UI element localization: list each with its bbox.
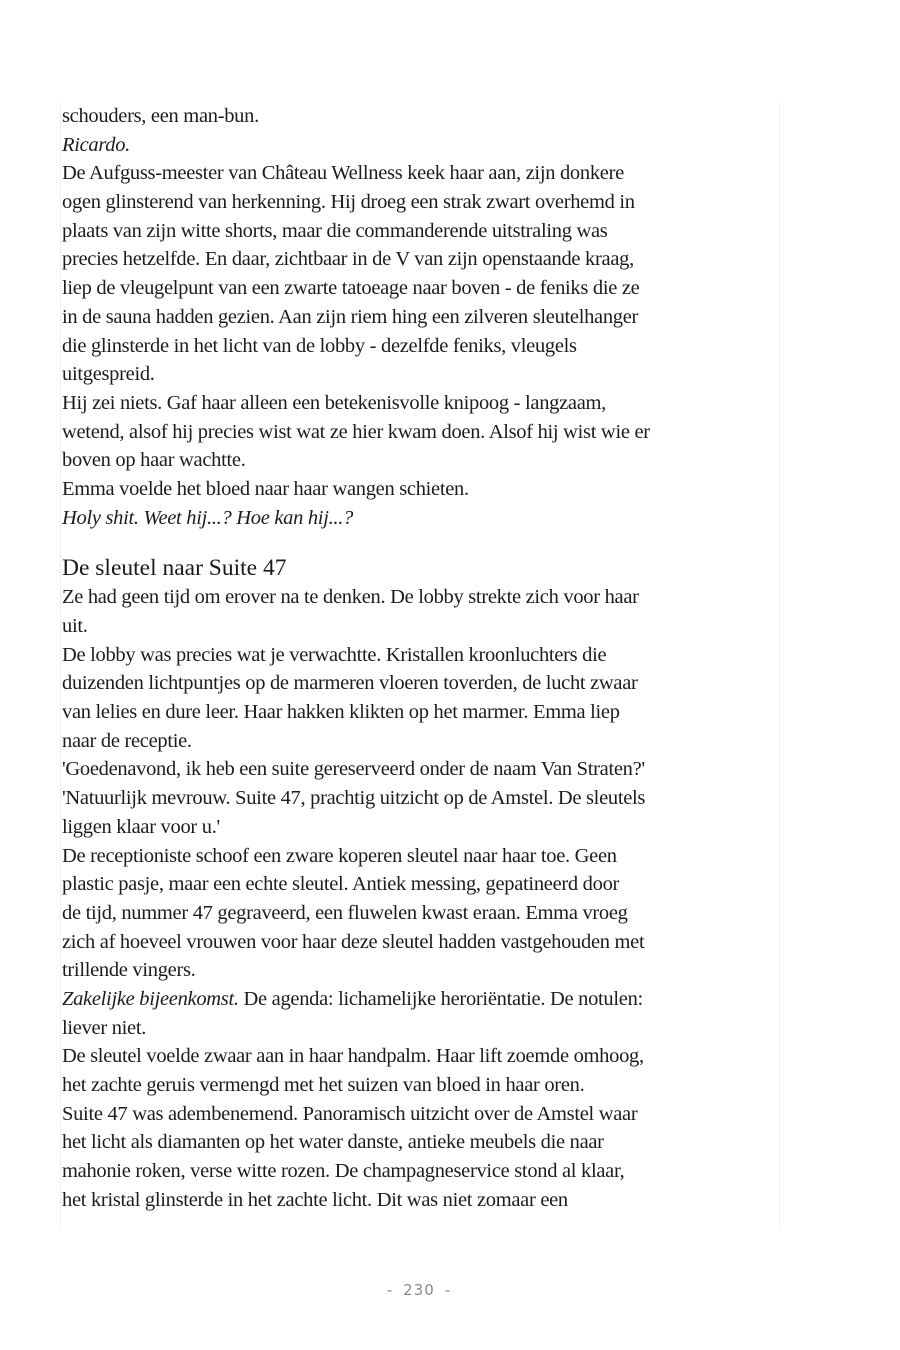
body-line: het zachte geruis vermengd met het suizen van bloed in haar oren.	[62, 1074, 585, 1096]
body-line: liever niet.	[62, 1016, 147, 1039]
body-line: schouders, een man-bun.	[62, 105, 259, 127]
body-line: De Aufguss-meester van Château Wellness keek haar aan, zijn donkere	[62, 162, 624, 185]
body-line: het licht als diamanten op het water danste, antieke meubels die naar	[62, 1131, 604, 1154]
italic-phrase: Zakelijke bijeenkomst.	[62, 987, 239, 1010]
body-line: zich af hoeveel vrouwen voor haar deze sleutel hadden vastgehouden met	[62, 930, 645, 953]
body-line: trillende vingers.	[62, 959, 196, 982]
body-line: wetend, alsof hij precies wist wat ze hier kwam doen. Alsof hij wist wie er	[62, 420, 650, 443]
body-line: het kristal glinsterde in het zachte licht. Dit was niet zomaar een	[62, 1188, 568, 1211]
regular-phrase: De agenda: lichamelijke heroriëntatie. De notulen:	[238, 987, 643, 1010]
body-line: plastic pasje, maar een echte sleutel. Antiek messing, gepatineerd door	[62, 873, 620, 896]
body-line: plaats van zijn witte shorts, maar die commanderende uitstraling was	[62, 219, 608, 242]
body-line: Suite 47 was adembenemend. Panoramisch uitzicht over de Amstel waar	[62, 1102, 638, 1125]
body-line: de tijd, nummer 47 gegraveerd, een fluwelen kwast eraan. Emma vroeg	[62, 901, 628, 924]
body-line: boven op haar wachtte.	[62, 449, 246, 472]
body-line: mahonie roken, verse witte rozen. De champagneservice stond al klaar,	[62, 1160, 625, 1183]
body-line: De receptioniste schoof een zware koperen sleutel naar haar toe. Geen	[62, 844, 617, 867]
section-heading: De sleutel naar Suite 47	[62, 555, 287, 582]
body-line: precies hetzelfde. En daar, zichtbaar in de V van zijn openstaande kraag,	[62, 248, 634, 271]
body-line: in de sauna hadden gezien. Aan zijn riem hing een zilveren sleutelhanger	[62, 305, 639, 328]
body-line: 'Goedenavond, ik heb een suite gereserveerd onder de naam Van Straten?'	[62, 758, 645, 781]
body-line: De sleutel voelde zwaar aan in haar handpalm. Haar lift zoemde omhoog,	[62, 1045, 644, 1068]
body-line: Emma voelde het bloed naar haar wangen schieten.	[62, 477, 469, 500]
body-line-italic: Holy shit. Weet hij...? Hoe kan hij...?	[62, 506, 354, 529]
body-line: liep de vleugelpunt van een zwarte tatoeage naar boven - de feniks die ze	[62, 277, 640, 300]
page-number-dash-left: -	[386, 1281, 394, 1299]
page-body	[62, 102, 778, 1214]
body-line: uit.	[62, 615, 88, 637]
body-line: ogen glinsterend van herkenning. Hij droeg een strak zwart overhemd in	[62, 191, 635, 214]
page-number-dash-right: -	[444, 1281, 452, 1299]
body-line: 'Natuurlijk mevrouw. Suite 47, prachtig uitzicht op de Amstel. De sleutels	[62, 787, 646, 810]
body-line: Ze had geen tijd om erover na te denken. De lobby strekte zich voor haar	[62, 586, 639, 609]
body-line: Hij zei niets. Gaf haar alleen een betekenisvolle knipoog - langzaam,	[62, 391, 606, 414]
page-number-value: 230	[403, 1281, 435, 1299]
body-line: die glinsterde in het licht van de lobby - dezelfde feniks, vleugels	[62, 334, 577, 357]
body-line: De lobby was precies wat je verwachtte. Kristallen kroonluchters die	[62, 643, 607, 666]
body-line-mixed	[62, 985, 778, 1014]
body-line: van lelies en dure leer. Haar hakken klikten op het marmer. Emma liep	[62, 701, 620, 724]
body-line: duizenden lichtpuntjes op de marmeren vloeren toverden, de lucht zwaar	[62, 672, 638, 695]
page-number	[0, 1281, 838, 1299]
body-line: liggen klaar voor u.'	[62, 815, 220, 838]
body-line: uitgespreid.	[62, 363, 155, 386]
body-line-italic: Ricardo.	[62, 133, 131, 156]
body-line: naar de receptie.	[62, 729, 192, 752]
